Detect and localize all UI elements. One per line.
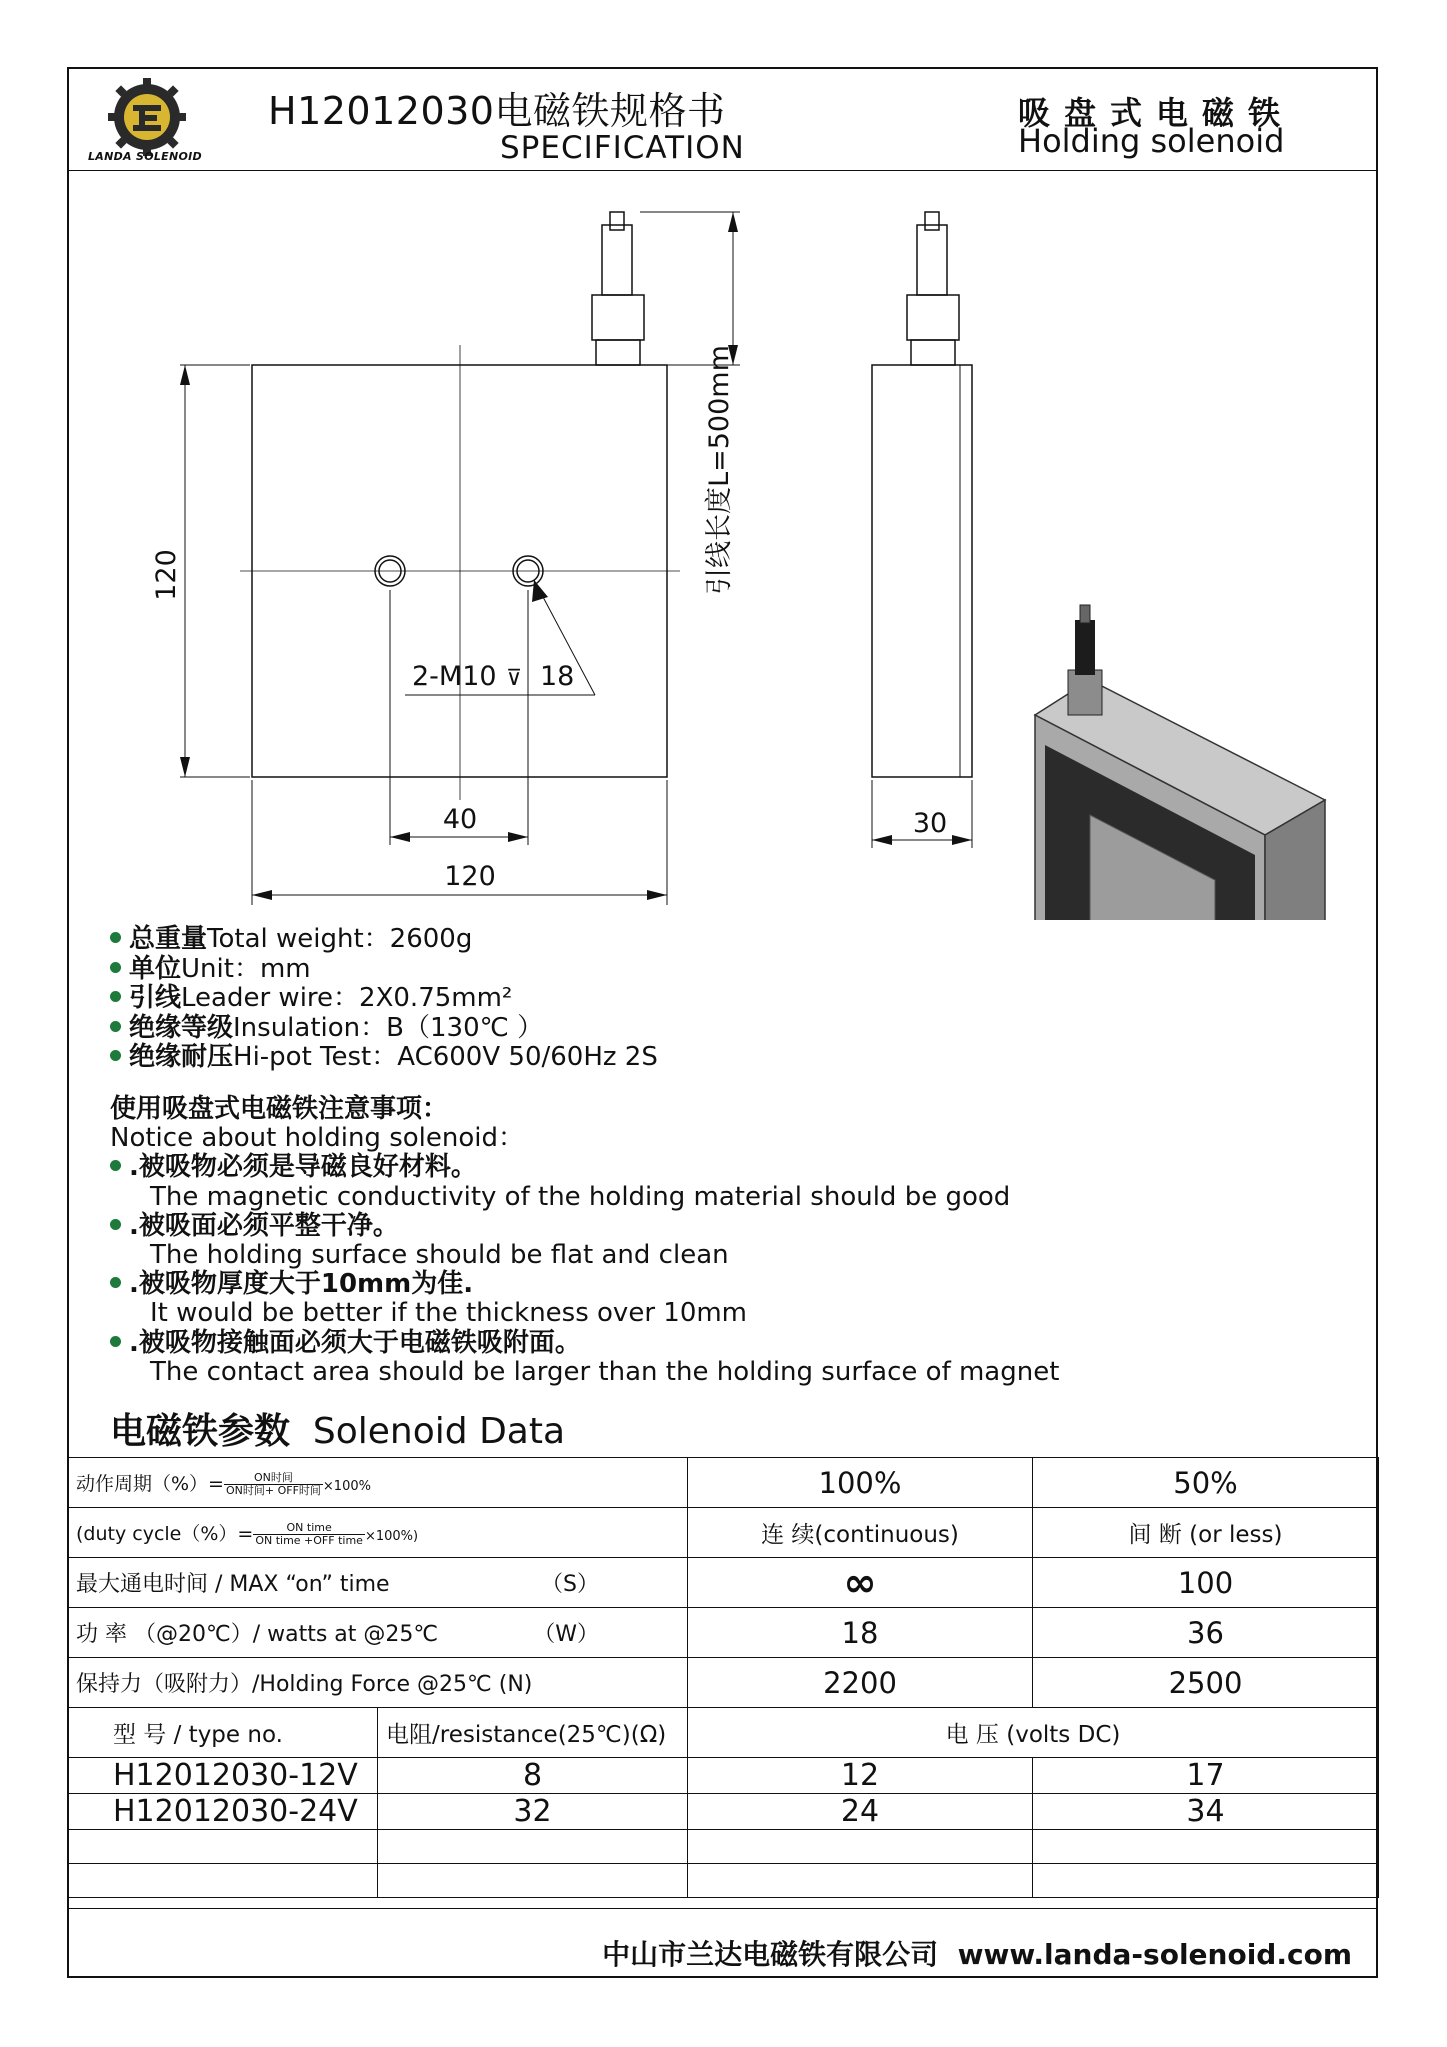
bullet-icon (110, 991, 121, 1002)
bullet-icon (110, 1336, 121, 1347)
spec-item: 绝缘等级Insulation：B（130℃ ） (110, 1014, 658, 1044)
notice-title-cn: 使用吸盘式电磁铁注意事项： (110, 1094, 449, 1124)
lead-length-label: 引线长度L=500mm (704, 345, 735, 595)
notice-item: .被吸物必须是导磁良好材料。 (110, 1153, 1059, 1182)
spec-item: 单位Unit：mm (110, 955, 658, 985)
dim-thickness-label: 30 (912, 808, 948, 839)
intermittent-header: 间 断 (or less) (1033, 1508, 1379, 1558)
col-100-header: 100% (688, 1458, 1033, 1508)
notice-item: .被吸物接触面必须大于电磁铁吸附面。 (110, 1329, 1059, 1358)
voltage-header: 电 压 (volts DC) (688, 1708, 1379, 1758)
duty-cycle-en: (duty cycle（%）= $\frac{\text{ON time}}{\text{ON time +OFF time}}$ ×100%) (68, 1508, 688, 1558)
notice-item-en: It would be better if the thickness over 10mm (150, 1298, 748, 1329)
force-50: 2500 (1033, 1658, 1379, 1708)
product-type-en: Holding solenoid (1018, 122, 1285, 160)
col-50-header: 50% (1033, 1458, 1379, 1508)
document-subtitle: SPECIFICATION (500, 130, 745, 166)
bullet-icon (110, 962, 121, 973)
dim-height-label: 120 (151, 549, 182, 601)
bullet-icon (110, 932, 121, 943)
hole-depth: 18 (540, 661, 575, 692)
table-row-empty (68, 1864, 1379, 1898)
company-url: www.landa-solenoid.com (957, 1938, 1352, 1971)
bullet-icon (110, 1021, 121, 1032)
logo-text: LANDA SOLENOID (88, 150, 202, 163)
spec-item: 绝缘耐压Hi-pot Test：AC600V 50/60Hz 2S (110, 1043, 658, 1073)
bullet-icon (110, 1160, 121, 1171)
force-label: 保持力（吸附力）/Holding Force @25℃ (N) (68, 1658, 688, 1708)
notice-item: .被吸面必须平整干净。 (110, 1212, 1059, 1241)
power-100: 18 (688, 1608, 1033, 1658)
technical-drawing (0, 0, 1447, 920)
table-row: H12012030-12V 8 12 17 (68, 1758, 1379, 1794)
notice-item-en: The contact area should be larger than the holding surface of magnet (150, 1356, 1060, 1387)
max-on-50: 100 (1033, 1558, 1379, 1608)
max-on-100: ∞ (688, 1558, 1033, 1608)
product-type-cn: 吸盘式电磁铁 (1018, 94, 1295, 132)
isometric-view (1035, 605, 1325, 920)
bullet-icon (110, 1219, 121, 1230)
depth-symbol: ⊽ (506, 666, 523, 691)
spec-item: 引线Leader wire：2X0.75mm² (110, 984, 658, 1014)
spec-list (110, 925, 658, 1073)
continuous-header: 连 续(continuous) (688, 1508, 1033, 1558)
footer (602, 1933, 1352, 1973)
max-on-label: 最大通电时间 / MAX “on” time （S） (68, 1558, 688, 1608)
force-100: 2200 (688, 1658, 1033, 1708)
notice-item-en: The magnetic conductivity of the holding material should be good (150, 1181, 1011, 1212)
dim-hole-spacing-label: 40 (442, 804, 478, 835)
notice-section (110, 1095, 1059, 1387)
document-title: H12012030电磁铁规格书 (268, 89, 726, 133)
notice-title-en: Notice about holding solenoid： (110, 1123, 524, 1154)
table-row: H12012030-24V 32 24 34 (68, 1794, 1379, 1830)
duty-cycle-cn: 动作周期（%）= $\frac{\text{ON时间}}{\text{ON时间+ OFF时间}}$ ×100% (68, 1458, 688, 1508)
bullet-icon (110, 1277, 121, 1288)
solenoid-data-table (67, 1457, 1379, 1898)
power-label: 功 率 （@20℃）/ watts at @25℃ （W） (68, 1608, 688, 1658)
table-row-empty (68, 1830, 1379, 1864)
footer-divider (67, 1908, 1378, 1909)
side-view-body (872, 365, 972, 777)
power-50: 36 (1033, 1608, 1379, 1658)
notice-item: .被吸物厚度大于10mm为佳. (110, 1270, 1059, 1299)
company-name: 中山市兰达电磁铁有限公司 (602, 1938, 939, 1971)
resistance-header: 电阻/resistance(25℃)(Ω) (378, 1708, 688, 1758)
dim-width-label: 120 (444, 861, 496, 892)
spec-item: 总重量Total weight：2600g (110, 925, 658, 955)
hole-callout: 2-M10 (412, 661, 497, 692)
section-title: 电磁铁参数 Solenoid Data (110, 1411, 566, 1452)
type-header: 型 号 / type no. (68, 1708, 378, 1758)
notice-item-en: The holding surface should be flat and clean (150, 1240, 729, 1271)
bullet-icon (110, 1050, 121, 1061)
